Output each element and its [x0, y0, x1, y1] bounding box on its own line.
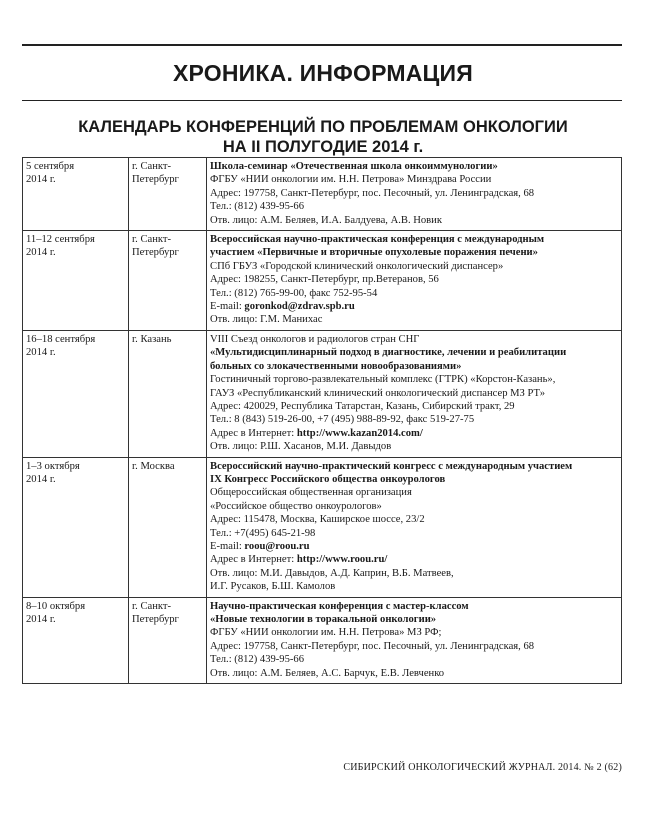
- event-detail-line: [210, 233, 617, 246]
- event-date-line: 2014 г.: [26, 614, 56, 625]
- event-detail-line: [210, 667, 617, 680]
- journal-footer: СИБИРСКИЙ ОНКОЛОГИЧЕСКИЙ ЖУРНАЛ. 2014. № 2 (62): [343, 762, 622, 773]
- event-detail-line: [210, 540, 617, 553]
- event-details-cell: [207, 231, 622, 331]
- event-detail-text: E-mail:: [210, 540, 245, 552]
- event-city-line: г. Казань: [132, 333, 172, 345]
- event-city-line: г. Санкт-: [132, 600, 172, 612]
- event-detail-text: Отв. лицо: Г.М. Манихас: [210, 314, 323, 326]
- conference-calendar-table: [22, 157, 622, 684]
- event-detail-bold-text: goronkod@zdrav.spb.ru: [244, 301, 355, 313]
- event-detail-bold-text: http://www.roou.ru/: [296, 554, 388, 566]
- event-detail-bold-text: Школа-семинар «Отечественная школа онкоиммунологии»: [210, 161, 498, 172]
- event-detail-text: И.Г. Русаков, Б.Ш. Камолов: [210, 581, 336, 593]
- event-detail-line: [210, 600, 617, 613]
- event-city-cell: [129, 231, 207, 331]
- section-rule: [22, 100, 622, 101]
- event-detail-text: ФГБУ «НИИ онкологии им. Н.Н. Петрова» Минздрава России: [210, 174, 492, 186]
- event-city-cell: [129, 158, 207, 231]
- event-detail-bold-text: http://www.kazan2014.com/: [296, 427, 423, 439]
- event-detail-bold-text: «Мультидисциплинарный подход в диагностике, лечении и реабилитации: [210, 347, 567, 359]
- event-detail-line: [210, 567, 617, 580]
- event-date-cell: [23, 597, 129, 683]
- event-detail-text: ГАУЗ «Республиканский клинический онкологический диспансер МЗ РТ»: [210, 387, 546, 399]
- event-detail-text: Отв. лицо: А.М. Беляев, И.А. Балдуева, А.В. Новик: [210, 214, 443, 226]
- event-detail-line: [210, 640, 617, 653]
- event-detail-text: Адрес: 198255, Санкт-Петербург, пр.Ветеранов, 56: [210, 274, 439, 286]
- event-detail-line: [210, 360, 617, 373]
- event-detail-line: [210, 300, 617, 313]
- event-date-cell: [23, 457, 129, 597]
- event-detail-text: Тел.: (812) 439-95-66: [210, 201, 305, 213]
- event-detail-line: [210, 460, 617, 473]
- event-detail-text: Адрес в Интернет:: [210, 427, 297, 439]
- event-detail-line: [210, 313, 617, 326]
- event-detail-text: Адрес: 197758, Санкт-Петербург, пос. Песочный, ул. Ленинградская, 68: [210, 187, 535, 199]
- event-detail-bold-text: участием «Первичные и вторичные опухолевые поражения печени»: [210, 247, 538, 259]
- event-detail-text: Адрес: 420029, Республика Татарстан, Казань, Сибирский тракт, 29: [210, 400, 515, 412]
- top-rule: [22, 44, 622, 46]
- event-detail-text: Гостиничный торгово-развлекательный комплекс (ГТРК) «Корстон-Казань»,: [210, 374, 556, 386]
- event-details-cell: [207, 330, 622, 457]
- event-detail-bold-text: больных со злокачественными новообразованиями»: [210, 360, 462, 372]
- event-detail-bold-text: Всероссийская научно-практическая конференция с международным: [210, 234, 545, 246]
- event-detail-line: [210, 553, 617, 566]
- event-detail-text: Отв. лицо: М.И. Давыдов, А.Д. Каприн, В.Б. Матвеев,: [210, 567, 454, 579]
- event-detail-text: VIII Съезд онкологов и радиологов стран СНГ: [210, 333, 420, 345]
- event-detail-bold-text: IX Конгресс Российского общества онкоурологов: [210, 473, 446, 485]
- event-detail-text: Адрес: 115478, Москва, Каширское шоссе, 23/2: [210, 514, 425, 526]
- event-detail-line: [210, 187, 617, 200]
- event-city-cell: [129, 597, 207, 683]
- event-detail-line: [210, 200, 617, 213]
- document-title-line: КАЛЕНДАРЬ КОНФЕРЕНЦИЙ ПО ПРОБЛЕМАМ ОНКОЛОГИИ: [78, 118, 568, 136]
- event-detail-text: Общероссийская общественная организация: [210, 487, 412, 499]
- event-detail-text: Тел.: (812) 765-99-00, факс 752-95-54: [210, 287, 378, 299]
- event-details-cell: [207, 457, 622, 597]
- event-detail-text: «Российское общество онкоурологов»: [210, 500, 382, 512]
- event-detail-line: [210, 613, 617, 626]
- table-row: [23, 597, 622, 683]
- event-detail-line: [210, 500, 617, 513]
- event-date-cell: [23, 330, 129, 457]
- event-detail-line: [210, 333, 617, 346]
- event-details-cell: [207, 158, 622, 231]
- table-row: [23, 158, 622, 231]
- event-detail-text: Тел.: 8 (843) 519-26-00, +7 (495) 988-89-92, факс 519-27-75: [210, 414, 475, 426]
- event-detail-bold-text: roou@roou.ru: [244, 540, 310, 552]
- table-row: [23, 457, 622, 597]
- event-city-line: Петербург: [132, 174, 179, 186]
- event-detail-line: [210, 653, 617, 666]
- document-title: [0, 117, 646, 157]
- event-detail-line: [210, 486, 617, 499]
- event-detail-line: [210, 580, 617, 593]
- event-detail-text: Отв. лицо: Р.Ш. Хасанов, М.И. Давыдов: [210, 441, 392, 453]
- event-city-line: Петербург: [132, 247, 179, 259]
- event-date-line: 16–18 сентября: [26, 333, 96, 345]
- event-detail-line: [210, 473, 617, 486]
- section-title: ХРОНИКА. ИНФОРМАЦИЯ: [173, 60, 473, 86]
- event-detail-text: ФГБУ «НИИ онкологии им. Н.Н. Петрова» МЗ РФ;: [210, 627, 442, 639]
- event-details-cell: [207, 597, 622, 683]
- event-detail-line: [210, 513, 617, 526]
- event-detail-bold-text: Всероссийский научно-практический конгресс с международным участием: [210, 460, 573, 472]
- event-detail-text: Отв. лицо: А.М. Беляев, А.С. Барчук, Е.В. Левченко: [210, 667, 445, 679]
- event-detail-line: [210, 260, 617, 273]
- event-date-line: 1–3 октября: [26, 460, 80, 472]
- event-detail-text: СПб ГБУЗ «Городской клинический онкологический диспансер»: [210, 260, 504, 272]
- event-city-cell: [129, 330, 207, 457]
- event-city-line: Петербург: [132, 614, 179, 625]
- event-city-cell: [129, 457, 207, 597]
- event-date-line: 11–12 сентября: [26, 234, 95, 246]
- event-date-line: 2014 г.: [26, 247, 56, 259]
- event-detail-bold-text: «Новые технологии в торакальной онкологии»: [210, 614, 437, 625]
- event-date-cell: [23, 158, 129, 231]
- event-detail-text: Адрес в Интернет:: [210, 554, 297, 566]
- event-date-line: 2014 г.: [26, 347, 56, 359]
- event-detail-line: [210, 527, 617, 540]
- table-row: [23, 231, 622, 331]
- event-detail-line: [210, 400, 617, 413]
- event-detail-line: [210, 287, 617, 300]
- event-city-line: г. Москва: [132, 460, 175, 472]
- document-title-line: НА II ПОЛУГОДИЕ 2014 г.: [222, 138, 424, 156]
- event-date-line: 5 сентября: [26, 161, 75, 172]
- event-detail-text: E-mail:: [210, 301, 245, 313]
- event-detail-bold-text: Научно-практическая конференция с мастер-классом: [210, 600, 469, 612]
- event-date-line: 8–10 октября: [26, 600, 86, 612]
- event-detail-line: [210, 373, 617, 386]
- table-row: [23, 330, 622, 457]
- event-detail-text: Адрес: 197758, Санкт-Петербург, пос. Песочный, ул. Ленинградская, 68: [210, 640, 535, 652]
- event-date-line: 2014 г.: [26, 174, 56, 186]
- event-date-line: 2014 г.: [26, 473, 56, 485]
- event-detail-text: Тел.: (812) 439-95-66: [210, 654, 305, 666]
- event-detail-line: [210, 273, 617, 286]
- event-detail-text: Тел.: +7(495) 645-21-98: [210, 527, 316, 539]
- event-detail-line: [210, 214, 617, 227]
- event-detail-line: [210, 173, 617, 186]
- event-detail-line: [210, 246, 617, 259]
- event-detail-line: [210, 387, 617, 400]
- event-detail-line: [210, 160, 617, 173]
- event-detail-line: [210, 427, 617, 440]
- event-date-cell: [23, 231, 129, 331]
- event-detail-line: [210, 346, 617, 359]
- event-city-line: г. Санкт-: [132, 161, 172, 172]
- event-detail-line: [210, 626, 617, 639]
- event-city-line: г. Санкт-: [132, 234, 172, 246]
- event-detail-line: [210, 440, 617, 453]
- event-detail-line: [210, 413, 617, 426]
